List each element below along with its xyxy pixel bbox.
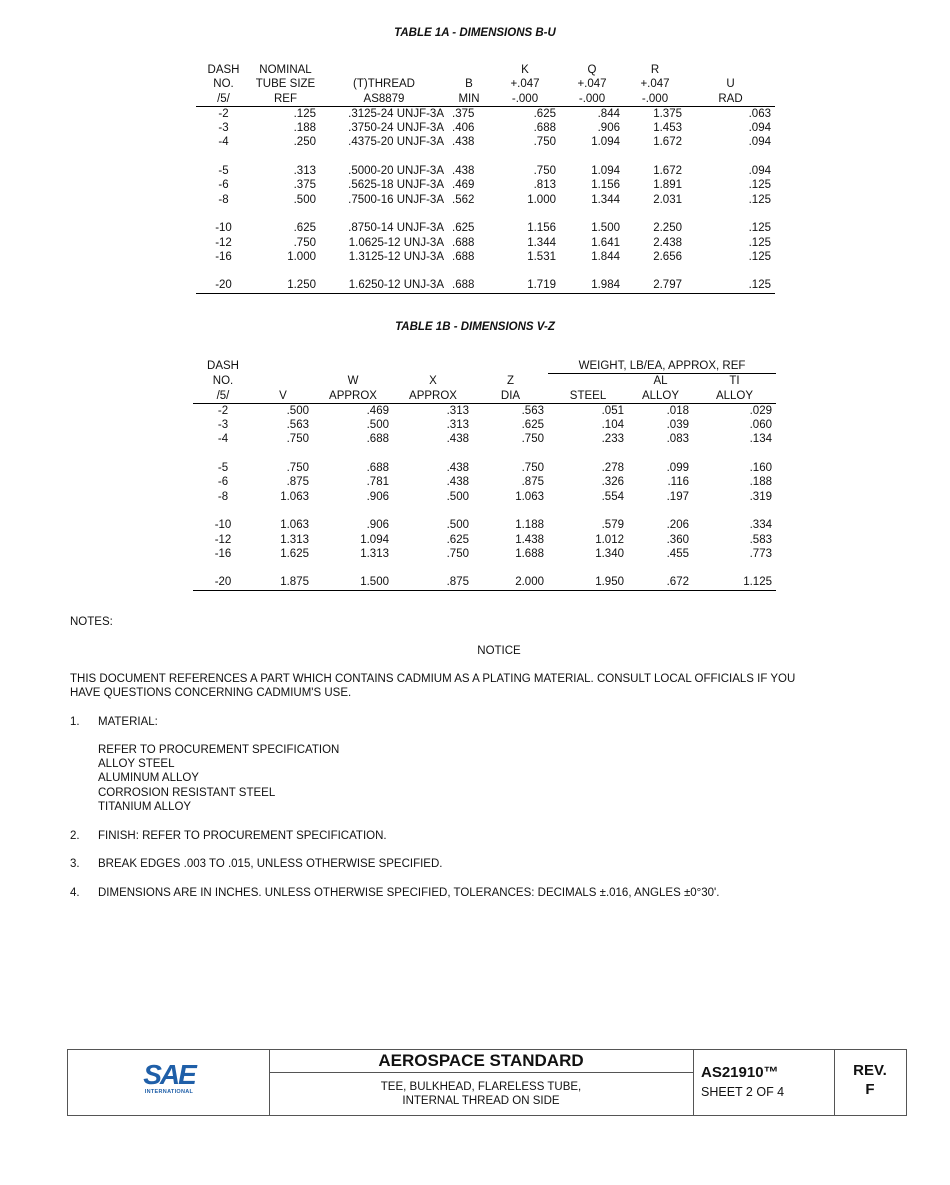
header-cell — [253, 374, 313, 389]
header-cell: X — [429, 375, 437, 388]
header-cell: W — [347, 375, 359, 388]
header-cell — [473, 359, 548, 374]
header-cell: -.000 — [560, 92, 624, 107]
table-cell: .875 — [286, 476, 309, 489]
table-row — [196, 106, 775, 121]
table-cell: .051 — [601, 404, 624, 417]
table-cell: .688 — [366, 462, 389, 475]
table-cell: 1.500 — [313, 575, 393, 590]
table-cell: .906 — [366, 519, 389, 532]
table-cell: .781 — [366, 476, 389, 489]
table-row — [193, 475, 776, 489]
note-3-text: BREAK EDGES .003 TO .015, UNLESS OTHERWISE SPECIFIED. — [98, 858, 443, 870]
table-cell: 1.0625-12 UNJ-3A — [348, 236, 444, 249]
notice-text-line-1: THIS DOCUMENT REFERENCES A PART WHICH CONTAINS CADMIUM AS A PLATING MATERIAL. CONSULT LOCAL OFFICIALS IF YOU — [70, 673, 796, 685]
logo-cell — [68, 1050, 270, 1115]
table-cell: -4 — [217, 433, 229, 446]
table-cell: .813 — [533, 179, 556, 192]
note-4-number: 4. — [70, 887, 80, 899]
table-cell: .562 — [452, 193, 475, 206]
table-row — [196, 278, 775, 293]
table-row — [193, 547, 776, 561]
table-row — [193, 518, 776, 532]
table-cell: .750 — [533, 165, 556, 178]
table-cell: .625 — [521, 419, 544, 432]
table-row — [196, 121, 775, 135]
notice-title: NOTICE — [477, 645, 521, 657]
header-cell: K — [521, 64, 529, 76]
table-cell: .360 — [666, 533, 689, 546]
table-cell: .4375-20 UNJF-3A — [348, 136, 444, 149]
table-cell: .8750-14 UNJF-3A — [348, 222, 444, 235]
table-cell: 1.719 — [490, 278, 560, 293]
header-cell: RAD — [686, 92, 775, 107]
table-cell: .688 — [533, 122, 556, 135]
table-cell: .094 — [748, 122, 771, 135]
table-cell: .500 — [446, 490, 469, 503]
table-cell: .554 — [601, 490, 624, 503]
table-cell: .906 — [366, 490, 389, 503]
material-line: REFER TO PROCUREMENT SPECIFICATION — [98, 744, 340, 756]
note-3-number: 3. — [70, 858, 80, 870]
header-row — [193, 359, 776, 374]
table-cell: .197 — [666, 490, 689, 503]
table-cell: .406 — [452, 122, 475, 135]
table-1a — [196, 63, 775, 294]
header-cell: DASH — [207, 360, 239, 373]
header-cell: B — [465, 78, 473, 91]
table-cell: .094 — [748, 136, 771, 149]
table-cell: 1.094 — [591, 136, 620, 149]
table-cell: .688 — [452, 236, 475, 249]
table-cell: .750 — [286, 433, 309, 446]
table-row — [193, 490, 776, 504]
table-cell: -20 — [196, 278, 251, 293]
table-cell: 1.063 — [515, 490, 544, 503]
table-cell: .313 — [446, 419, 469, 432]
notice-text-line-2: HAVE QUESTIONS CONCERNING CADMIUM'S USE. — [70, 687, 352, 699]
header-row — [193, 389, 776, 404]
table-cell: .688 — [452, 250, 475, 263]
table-row — [196, 221, 775, 235]
table-cell: .188 — [749, 476, 772, 489]
table-cell: .116 — [667, 476, 689, 489]
table-cell: -2 — [217, 404, 229, 417]
header-cell: NO. — [213, 78, 234, 91]
table-cell: .469 — [366, 404, 389, 417]
header-cell: ALLOY — [693, 389, 776, 404]
table-row — [196, 193, 775, 207]
table-cell: 1.453 — [653, 122, 682, 135]
table-cell: .875 — [393, 575, 473, 590]
table-cell: .3125-24 UNJF-3A — [348, 107, 444, 120]
header-cell: DASH — [207, 64, 240, 76]
table-cell: 2.250 — [653, 222, 682, 235]
header-cell: -.000 — [490, 92, 560, 107]
table-cell: 1.000 — [527, 193, 556, 206]
table-cell: 1.625 — [280, 547, 309, 560]
table-row — [196, 250, 775, 264]
header-cell — [253, 359, 313, 374]
table-cell: 1.344 — [591, 193, 620, 206]
note-4-text: DIMENSIONS ARE IN INCHES. UNLESS OTHERWISE SPECIFIED, TOLERANCES: DECIMALS ±.016, ANGLES ±0°30'. — [98, 887, 720, 899]
table-cell: -8 — [218, 193, 229, 206]
table-cell: .125 — [748, 179, 771, 192]
revision-value: F — [865, 1081, 875, 1098]
table-cell: -10 — [214, 519, 232, 532]
table-cell: .773 — [749, 547, 772, 560]
table-cell: -5 — [217, 462, 229, 475]
table-cell: 1.672 — [653, 165, 682, 178]
header-row — [193, 374, 776, 389]
header-cell: STEEL — [548, 389, 628, 404]
table-row — [193, 461, 776, 475]
table-cell: -20 — [193, 575, 253, 590]
table-cell: .063 — [748, 107, 771, 120]
table-cell: 1.950 — [548, 575, 628, 590]
table-cell: -12 — [214, 533, 232, 546]
table-cell: .188 — [293, 122, 316, 135]
table-row — [193, 533, 776, 547]
table-1b — [193, 359, 776, 591]
header-cell: AL — [653, 375, 668, 388]
table-cell: .688 — [366, 433, 389, 446]
doc-number-cell — [693, 1050, 835, 1115]
table-cell: .104 — [601, 419, 624, 432]
header-cell: V — [253, 389, 313, 404]
table-cell: .125 — [748, 236, 771, 249]
table-cell: 1.156 — [591, 179, 620, 192]
table-cell: 1.094 — [360, 533, 389, 546]
header-cell: MIN — [448, 92, 490, 107]
table-cell: 1.340 — [595, 547, 624, 560]
table-cell: .625 — [446, 533, 469, 546]
table-1b-caption: TABLE 1B - DIMENSIONS V-Z — [395, 321, 555, 333]
table-row — [193, 403, 776, 418]
table-cell: .750 — [293, 236, 316, 249]
header-cell: /5/ — [193, 389, 253, 404]
table-cell: 1.313 — [360, 547, 389, 560]
header-row — [196, 63, 775, 77]
header-cell: TUBE SIZE — [255, 78, 316, 91]
header-cell: +.047 — [640, 78, 670, 91]
note-2-text: FINISH: REFER TO PROCUREMENT SPECIFICATION. — [98, 830, 387, 842]
header-cell: NO. — [212, 375, 234, 388]
table-cell: .018 — [666, 404, 689, 417]
note-1-number: 1. — [70, 716, 80, 728]
table-cell: 1.891 — [653, 179, 682, 192]
table-cell: .500 — [366, 419, 389, 432]
header-cell: APPROX — [313, 389, 393, 404]
table-cell: .438 — [452, 165, 475, 178]
table-cell: .438 — [446, 476, 469, 489]
table-cell: .125 — [748, 222, 771, 235]
table-cell: .469 — [452, 179, 475, 192]
sae-logo-subtext: INTERNATIONAL — [144, 1089, 194, 1095]
table-cell: -12 — [215, 236, 232, 249]
header-cell: -.000 — [624, 92, 686, 107]
table-cell: -10 — [215, 222, 232, 235]
header-cell: Q — [587, 64, 597, 76]
table-cell: 1.375 — [653, 107, 682, 120]
sheet-number: SHEET 2 OF 4 — [701, 1085, 785, 1099]
part-description-line-2: INTERNAL THREAD ON SIDE — [402, 1095, 560, 1107]
table-cell: .688 — [448, 278, 490, 293]
table-cell: .750 — [521, 462, 544, 475]
table-cell: .250 — [293, 136, 316, 149]
table-row — [196, 164, 775, 178]
table-cell: .060 — [749, 419, 772, 432]
table-cell: .233 — [601, 433, 624, 446]
table-cell: 1.688 — [515, 547, 544, 560]
table-cell: .625 — [452, 222, 475, 235]
table-row — [193, 432, 776, 446]
table-cell: .438 — [446, 462, 469, 475]
table-cell: .455 — [666, 547, 689, 560]
material-line: ALLOY STEEL — [98, 758, 175, 770]
table-cell: .313 — [446, 404, 469, 417]
header-cell — [393, 359, 473, 374]
table-cell: -16 — [215, 250, 232, 263]
sae-logo-mark: SAE — [143, 1059, 195, 1090]
revision-cell — [834, 1050, 906, 1115]
table-cell: -2 — [218, 107, 229, 120]
table-cell: 1.313 — [280, 533, 309, 546]
table-cell: .625 — [293, 222, 316, 235]
header-cell — [448, 63, 490, 77]
table-cell: .125 — [293, 107, 316, 120]
header-row — [196, 92, 775, 107]
table-cell: .3750-24 UNJF-3A — [348, 122, 444, 135]
sae-logo — [141, 1059, 197, 1095]
table-cell: .844 — [597, 107, 620, 120]
table-1a-caption: TABLE 1A - DIMENSIONS B-U — [394, 27, 556, 39]
table-cell: -5 — [218, 165, 229, 178]
table-cell: .500 — [446, 519, 469, 532]
table-row — [196, 178, 775, 192]
part-description-line-1: TEE, BULKHEAD, FLARELESS TUBE, — [380, 1081, 582, 1093]
header-cell: (T)THREAD — [353, 78, 415, 91]
header-cell: APPROX — [393, 389, 473, 404]
table-cell: 1.984 — [560, 278, 624, 293]
header-cell: ALLOY — [628, 389, 693, 404]
table-cell: .375 — [452, 107, 475, 120]
table-cell: .099 — [666, 462, 689, 475]
header-cell: +.047 — [577, 78, 607, 91]
table-cell: .875 — [521, 476, 544, 489]
note-1-text: MATERIAL: — [98, 716, 158, 728]
title-block — [67, 1049, 907, 1116]
table-cell: -8 — [217, 490, 229, 503]
table-cell: .625 — [533, 107, 556, 120]
group-spacer — [193, 561, 776, 575]
table-row — [193, 575, 776, 590]
table-cell: .438 — [452, 136, 475, 149]
table-cell: 2.797 — [624, 278, 686, 293]
header-cell — [313, 359, 393, 374]
header-row — [196, 77, 775, 91]
group-spacer — [193, 504, 776, 518]
table-cell: .5625-18 UNJF-3A — [348, 179, 444, 192]
table-cell: 1.438 — [515, 533, 544, 546]
table-cell: .500 — [293, 193, 316, 206]
table-cell: 1.6250-12 UNJ-3A — [320, 278, 448, 293]
table-cell: .334 — [749, 519, 772, 532]
table-cell: .160 — [749, 462, 772, 475]
table-cell: .083 — [666, 433, 689, 446]
weight-group-header: WEIGHT, LB/EA, APPROX, REF — [548, 359, 776, 374]
header-cell: REF — [251, 92, 320, 107]
table-cell: .125 — [686, 278, 775, 293]
header-cell: NOMINAL — [259, 64, 312, 76]
table-cell: .5000-20 UNJF-3A — [348, 165, 444, 178]
material-line: ALUMINUM ALLOY — [98, 772, 199, 784]
table-cell: -3 — [218, 122, 229, 135]
table-cell: 1.500 — [591, 222, 620, 235]
table-cell: -4 — [218, 136, 229, 149]
table-cell: .125 — [748, 250, 771, 263]
group-spacer — [193, 447, 776, 461]
notes-heading: NOTES: — [70, 616, 113, 628]
header-cell: +.047 — [510, 78, 540, 91]
header-cell: DIA — [473, 389, 548, 404]
table-cell: .039 — [666, 419, 689, 432]
table-cell: .029 — [749, 404, 772, 417]
table-cell: .319 — [749, 490, 772, 503]
table-cell: 1.3125-12 UNJ-3A — [348, 250, 444, 263]
table-cell: -6 — [218, 179, 229, 192]
table-cell: .134 — [749, 433, 772, 446]
table-cell: -3 — [217, 419, 229, 432]
table-cell: 1.344 — [527, 236, 556, 249]
table-cell: 1.063 — [280, 519, 309, 532]
table-cell: .313 — [293, 165, 316, 178]
table-cell: 1.156 — [527, 222, 556, 235]
title-cell — [269, 1050, 694, 1115]
table-cell: -6 — [217, 476, 229, 489]
table-cell: .750 — [521, 433, 544, 446]
table-cell: .7500-16 UNJF-3A — [348, 193, 444, 206]
table-cell: 1.000 — [287, 250, 316, 263]
note-2-number: 2. — [70, 830, 80, 842]
group-spacer — [196, 150, 775, 164]
table-cell: .906 — [597, 122, 620, 135]
table-row — [196, 236, 775, 250]
table-cell: 1.672 — [653, 136, 682, 149]
table-cell: .125 — [748, 193, 771, 206]
table-cell: .563 — [286, 419, 309, 432]
table-cell: 2.000 — [473, 575, 548, 590]
table-cell: .750 — [286, 462, 309, 475]
table-cell: .500 — [286, 404, 309, 417]
table-row — [193, 418, 776, 432]
table-cell: .375 — [293, 179, 316, 192]
table-row — [196, 135, 775, 149]
table-cell: .579 — [601, 519, 624, 532]
header-cell: Z — [506, 375, 515, 388]
document-number: AS21910™ — [701, 1064, 779, 1081]
table-cell: 2.656 — [653, 250, 682, 263]
table-cell: 1.531 — [527, 250, 556, 263]
material-line: CORROSION RESISTANT STEEL — [98, 787, 276, 799]
table-cell: 1.125 — [693, 575, 776, 590]
group-spacer — [196, 207, 775, 221]
table-cell: 1.012 — [595, 533, 624, 546]
material-line: TITANIUM ALLOY — [98, 801, 192, 813]
table-cell: .563 — [521, 404, 544, 417]
table-cell: .278 — [601, 462, 624, 475]
header-cell: R — [650, 64, 660, 76]
table-cell: .583 — [749, 533, 772, 546]
table-cell: 1.875 — [253, 575, 313, 590]
group-spacer — [196, 264, 775, 278]
table-cell: .750 — [533, 136, 556, 149]
table-cell: 1.094 — [591, 165, 620, 178]
header-cell: /5/ — [196, 92, 251, 107]
table-cell: 1.641 — [591, 236, 620, 249]
table-cell: .672 — [628, 575, 693, 590]
header-cell — [320, 63, 448, 77]
table-cell: 1.844 — [591, 250, 620, 263]
header-cell: AS8879 — [320, 92, 448, 107]
table-cell: .094 — [748, 165, 771, 178]
table-cell: 2.031 — [653, 193, 682, 206]
table-cell: 1.063 — [280, 490, 309, 503]
table-cell: -16 — [214, 547, 232, 560]
header-cell — [686, 63, 775, 77]
table-cell: .326 — [601, 476, 624, 489]
table-cell: 1.188 — [515, 519, 544, 532]
standard-title: AEROSPACE STANDARD — [269, 1050, 693, 1073]
table-cell: .750 — [446, 547, 469, 560]
table-cell: 2.438 — [653, 236, 682, 249]
table-cell: 1.250 — [251, 278, 320, 293]
table-cell: .438 — [446, 433, 469, 446]
revision-label: REV. — [853, 1062, 887, 1079]
header-cell: U — [726, 78, 735, 91]
table-cell: .206 — [666, 519, 689, 532]
header-cell: TI — [729, 375, 740, 388]
header-cell — [548, 374, 628, 389]
